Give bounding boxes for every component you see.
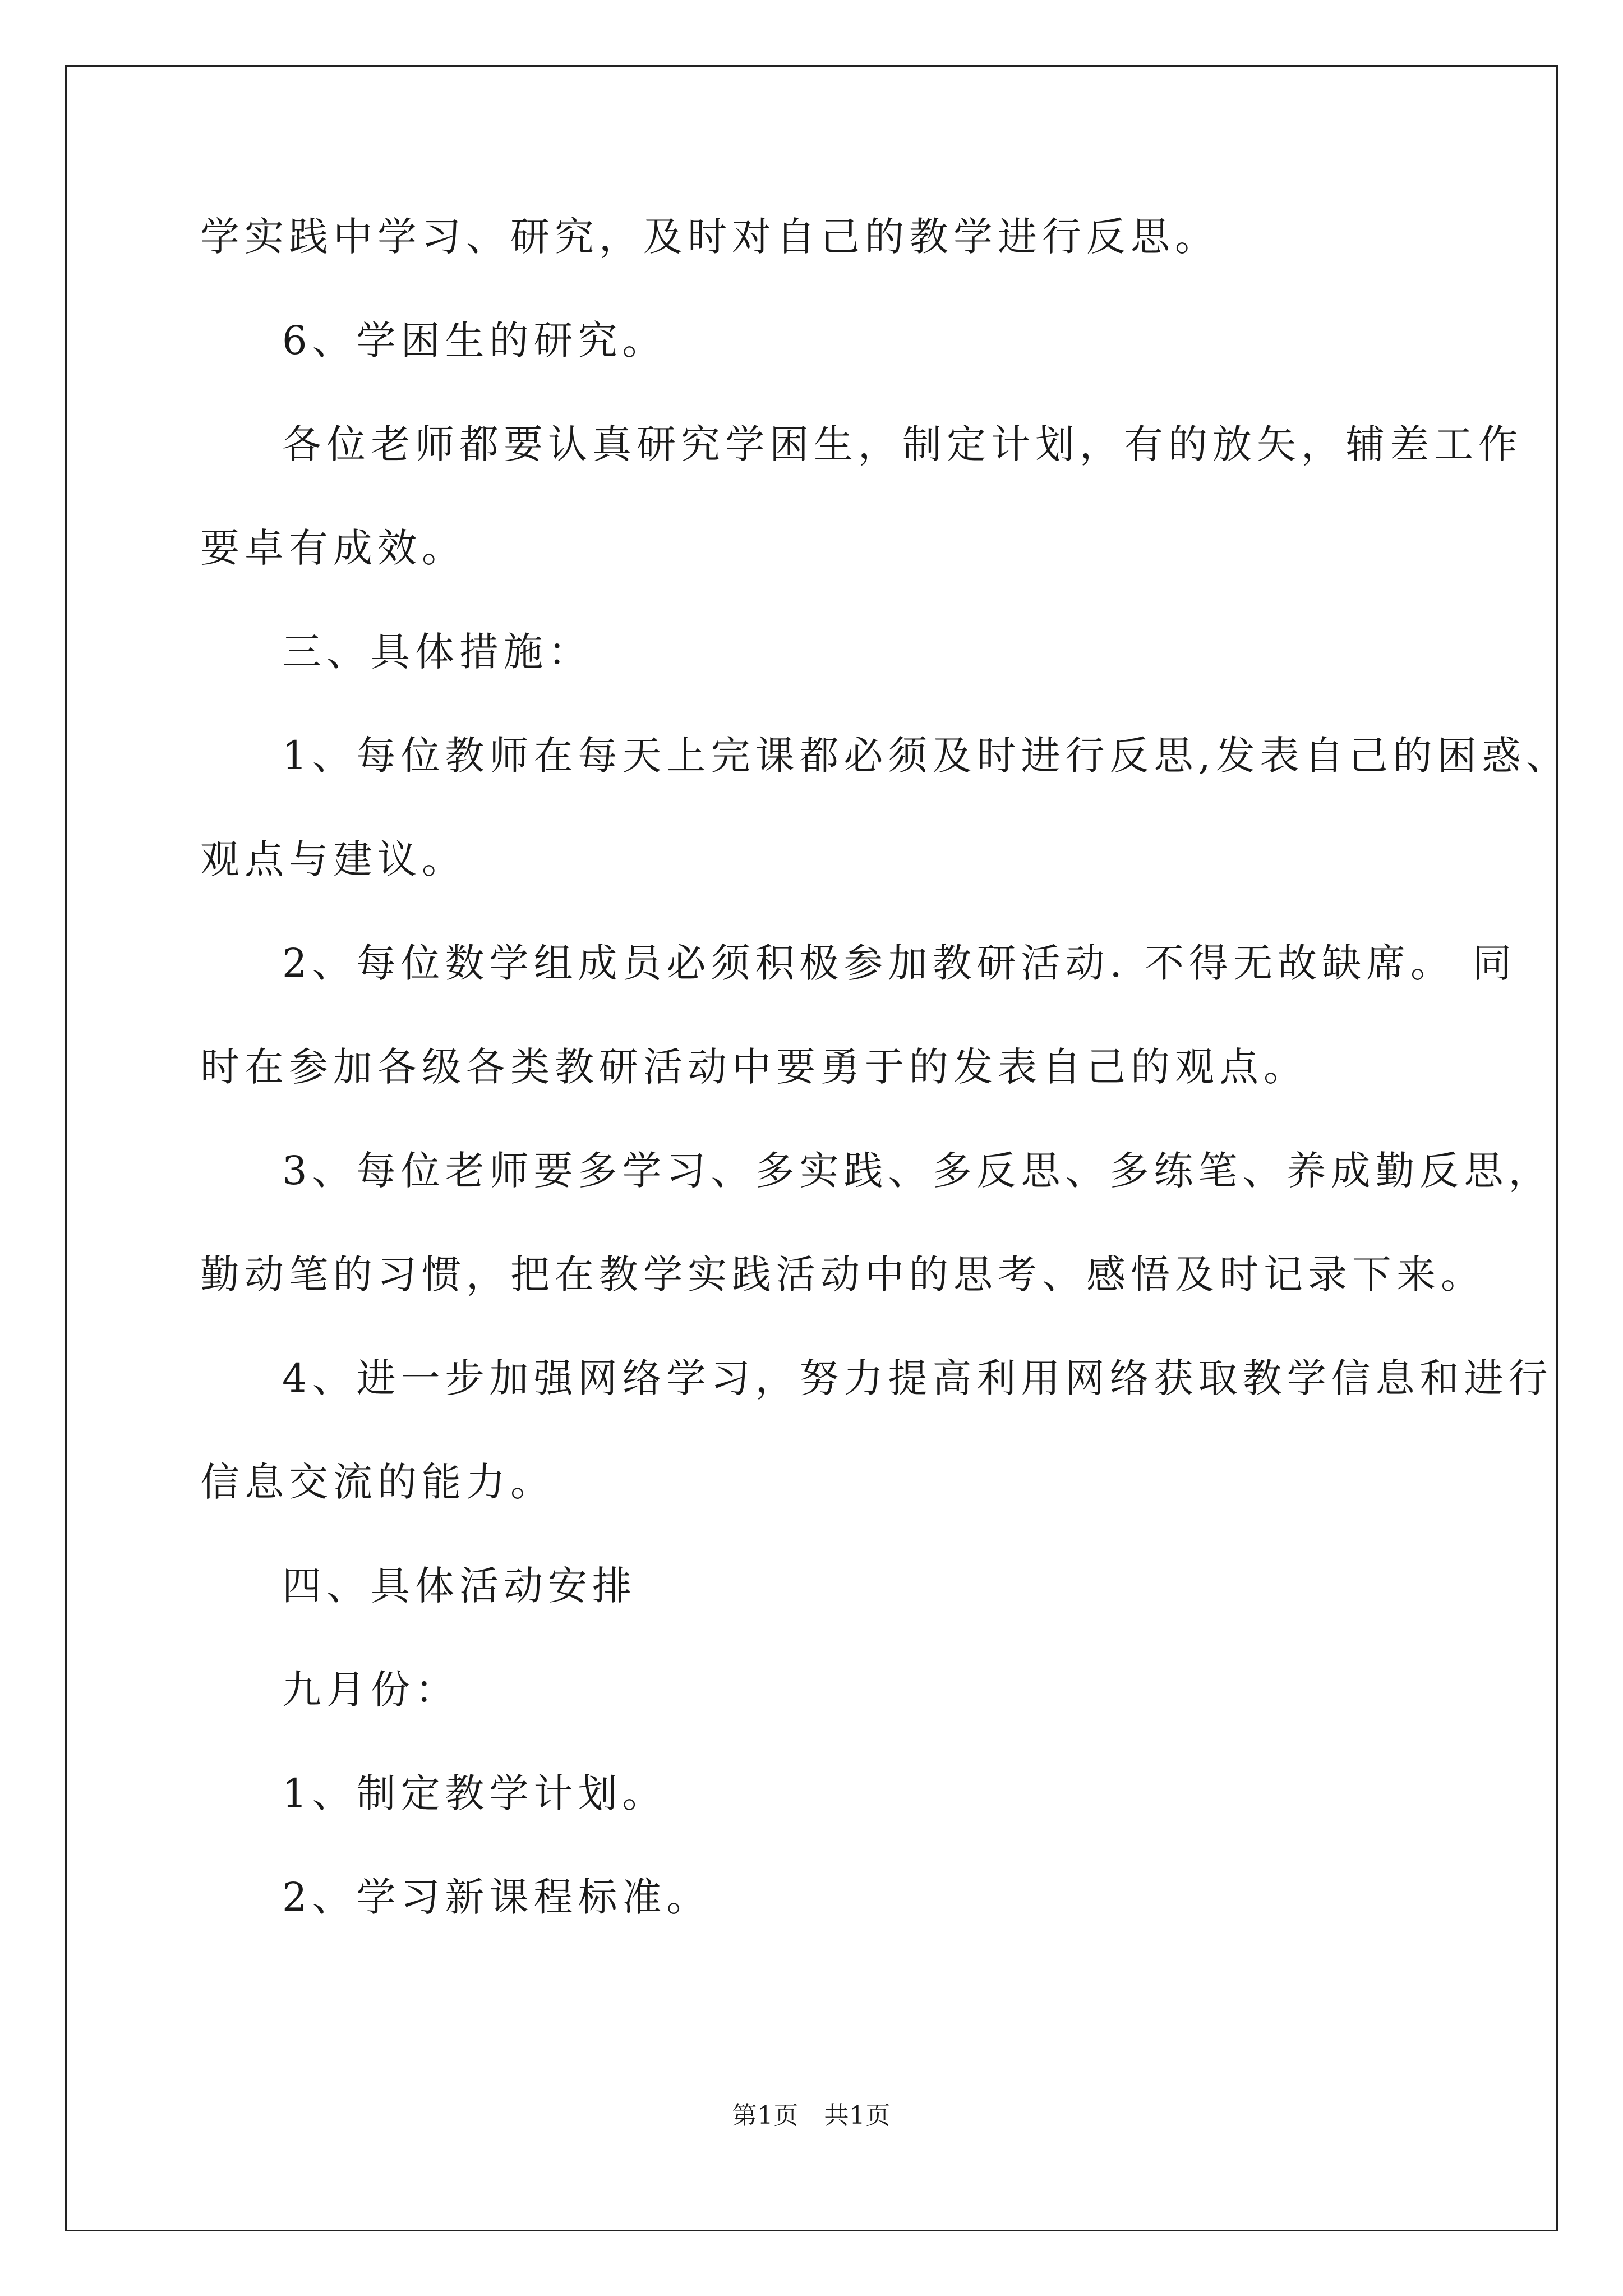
paragraph-line: 时在参加各级各类教研活动中要勇于的发表自己的观点。 — [200, 1044, 1308, 1090]
paragraph-line: 各位老师都要认真研究学困生，制定计划，有的放矢，辅差工作 — [282, 421, 1523, 467]
paragraph-line: 勤动笔的习惯，把在教学实践活动中的思考、感悟及时记录下来。 — [200, 1251, 1485, 1297]
list-item-2: 2、学习新课程标准。 — [282, 1874, 711, 1920]
section-heading-3: 三、具体措施： — [282, 629, 592, 675]
paragraph-line: 要卓有成效。 — [200, 525, 466, 571]
list-item-4: 4、进一步加强网络学习，努力提高利用网络获取教学信息和进行 — [282, 1355, 1553, 1401]
list-item-3: 3、每位老师要多学习、多实践、多反思、多练笔、养成勤反思， — [282, 1148, 1553, 1194]
document-body — [200, 185, 1570, 1949]
paragraph-line: 信息交流的能力。 — [200, 1459, 555, 1505]
paragraph-line: 学实践中学习、研究，及时对自己的教学进行反思。 — [200, 214, 1219, 260]
list-item-1: 1、制定教学计划。 — [282, 1770, 667, 1816]
list-item-2: 2、每位数学组成员必须积极参加教研活动. 不得无故缺席。 同 — [282, 940, 1517, 986]
month-heading: 九月份： — [282, 1667, 459, 1713]
section-heading-4: 四、具体活动安排 — [282, 1563, 637, 1609]
page-number-footer: 第1页 共1页 — [732, 2101, 891, 2130]
list-item-1: 1、每位教师在每天上完课都必须及时进行反思,发表自己的困惑、 — [282, 733, 1570, 779]
paragraph-line: 观点与建议。 — [200, 836, 466, 882]
section-heading-6: 6、学困生的研究。 — [282, 318, 667, 364]
